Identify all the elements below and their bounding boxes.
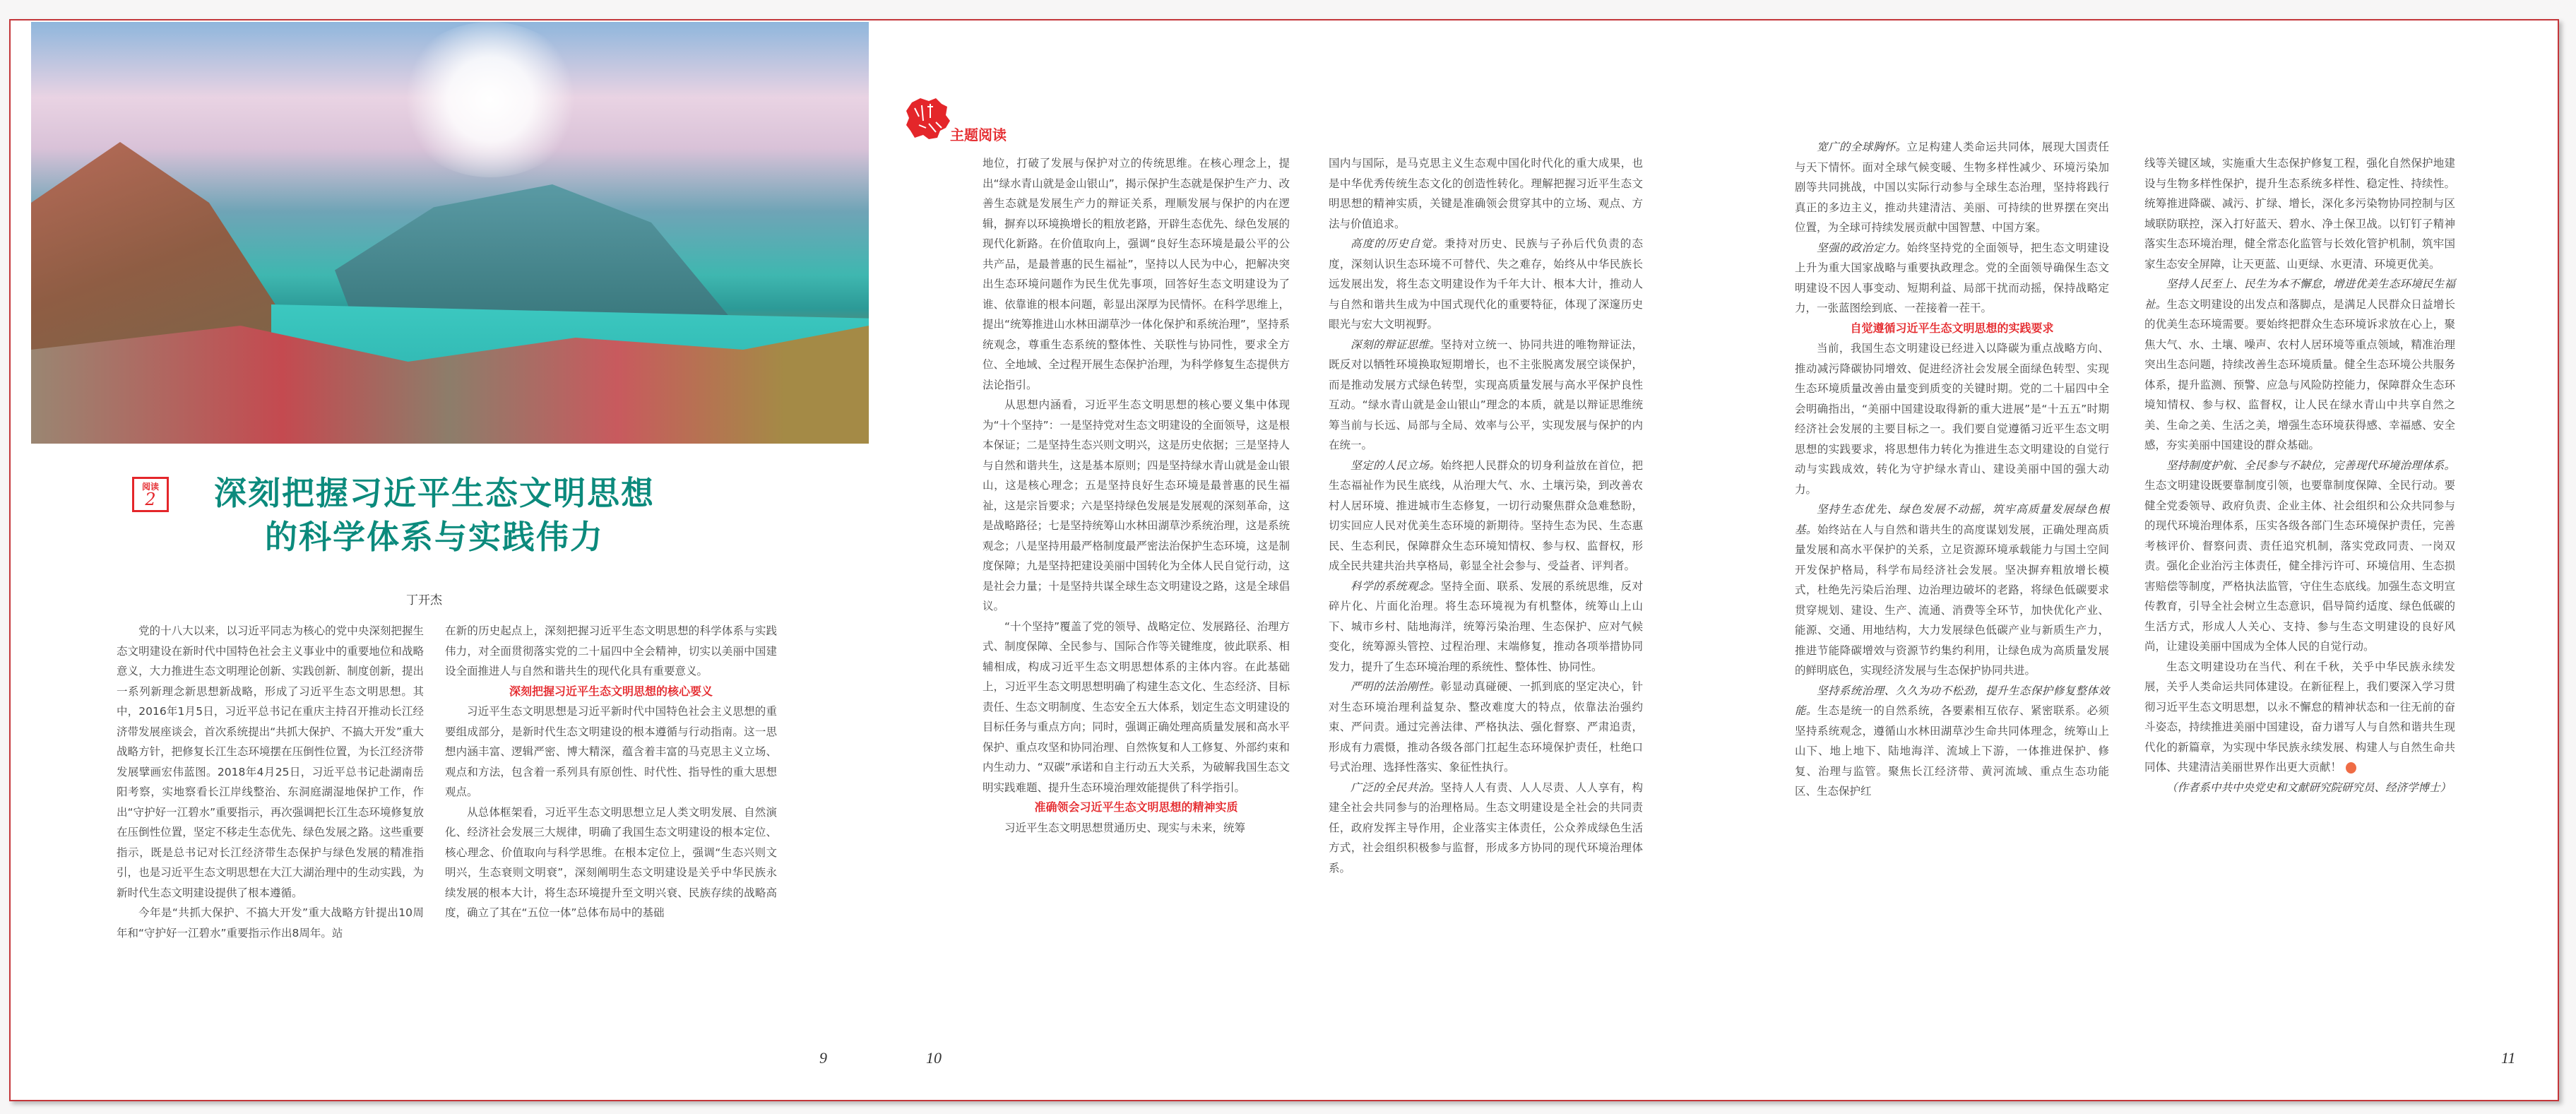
article-title-line1: 深刻把握习近平生态文明思想 (214, 474, 655, 512)
page9-column-2 (445, 621, 777, 923)
xinxiang-review-logo-icon (905, 97, 951, 141)
paragraph: 今年是“共抓大保护、不搞大开发”重大战略方针提出10周年和“守护好一江碧水”重要指示作出8周年。站 (117, 906, 424, 940)
paragraph: 从思想内涵看，习近平生态文明思想的核心要义集中体现为“十个坚持”：一是坚持党对生态文明建设的全面领导，这是根本保证；二是坚持生态兴则文明兴，这是历史依据；三是坚持人与自然和谐共生，这是基本原则；四是坚持绿水青山就是金山银山，这是核心理念；五是坚持良好生态环境是最普惠的民生福祉，这是宗旨要求；六是坚持绿色发展是发展观的深刻革命，这是战略路径；七是坚持统筹山水林田湖草沙系统治理，这是系统观念；八是坚持用最严格制度最严密法治保护生态环境，这是制度保障；九是坚持把建设美丽中国转化为全体人民自觉行动，这是社会力量；十是坚持共谋全球生态文明建设之路，这是全球倡议。 (983, 398, 1290, 612)
paragraph: 从总体框架看，习近平生态文明思想立足人类文明发展、自然演化、经济社会发展三大规律，明确了我国生态文明建设的根本定位、核心理念、价值取向与科学思维。在根本定位上，强调“生态兴则文明兴，生态衰则文明衰”，深刻阐明生态文明建设是关乎中华民族永续发展的根本大计，将生态环境提升至文明兴衰、民族存续的战略高度，确立了其在“五位一体”总体布局中的基础 (445, 805, 777, 919)
paragraph: 坚持制度护航、全民参与不缺位，完善现代环境治理体系。生态文明建设既要靠制度引领，也要靠制度保障、全民行动。要健全党委领导、政府负责、企业主体、社会组织和公众共同参与的现代环境治理体系，压实各级各部门生态环境保护责任，完善考核评价、督察问责、责任追究机制，落实党政同责、一岗双责。强化企业治污主体责任，健全排污许可、环境信用、生态损害赔偿等制度，严格执法监管，守住生态底线。加强生态文明宣传教育，引导全社会树立生态意识，倡导简约适度、绿色低碳的生活方式，形成人人关心、支持、参与生态文明建设的良好风尚，让建设美丽中国成为全体人民的自觉行动。 (2144, 458, 2455, 653)
paragraph: 线等关键区域，实施重大生态保护修复工程，强化自然保护地建设与生物多样性保护，提升生态系统多样性、稳定性、持续性。统筹推进降碳、减污、扩绿、增长，深化多污染物协同控制与区域联防联控，深入打好蓝天、碧水、净土保卫战。以钉钉子精神落实生态环境治理，健全常态化监管与长效化管护机制，筑牢国家生态安全屏障，让天更蓝、山更绿、水更清、环境更优美。 (2144, 157, 2455, 271)
paragraph-keyword: 坚强的政治定力。 (1817, 241, 1907, 254)
page-11 (1724, 20, 2558, 1100)
page-number-9: 9 (819, 1049, 827, 1067)
page11-column-1 (1795, 137, 2109, 802)
paragraph: 严明的法治刚性。彰显动真碰硬、一抓到底的坚定决心，针对生态环境治理利益复杂、整改难度大的特点，依靠法治强约束、严问责。通过完善法律、严格执法、强化督察、严肃追责，形成有力震慑，推动各级各部门扛起生态环境保护责任，杜绝口号式治理、选择性落实、象征性执行。 (1329, 680, 1643, 774)
paragraph: 党的十八大以来，以习近平同志为核心的党中央深刻把握生态文明建设在新时代中国特色社会主义事业中的重要地位和战略意义，大力推进生态文明理论创新、实践创新、制度创新，提出一系列新理念新思想新战略，形成了习近平生态文明思想。其中，2016年1月5日，习近平总书记在重庆主持召开推动长江经济带发展座谈会，首次系统提出“共抓大保护、不搞大开发”重大战略方针，把修复长江生态环境摆在压倒性位置，为长江经济带发展擘画宏伟蓝图。2018年4月25日，习近平总书记赴湖南岳阳考察，实地察看长江岸线整治、东洞庭湖湿地保护工作，作出“守护好一江碧水”重要指示，再次强调把长江生态环境修复放在压倒性位置，坚定不移走生态优先、绿色发展之路。这些重要指示，既是总书记对长江经济带生态保护与绿色发展的精准指引，也是习近平生态文明思想在大江大湖治理中的生动实践，为新时代生态文明建设提供了根本遵循。 (117, 624, 424, 899)
page-10 (869, 20, 1724, 1100)
author-name: 丁开杰 (406, 593, 442, 608)
paragraph-keyword: 科学的系统观念。 (1351, 579, 1441, 593)
paragraph-keyword: 严明的法治刚性。 (1351, 680, 1441, 693)
paragraph: 地位，打破了发展与保护对立的传统思维。在核心理念上，提出“绿水青山就是金山银山”，揭示保护生态就是保护生产力、改善生态就是发展生产力的辩证关系，理顺发展与保护的内在逻辑，摒弃以环境换增长的粗放老路，开辟生态优先、绿色发展的现代化新路。在价值取向上，强调“良好生态环境是最公平的公共产品，是最普惠的民生福祉”，坚持以人民为中心，把解决突出生态环境问题作为民生优先事项，回答好生态文明建设为了谁、依靠谁的根本问题，彰显出深厚为民情怀。在科学思维上，提出“统筹推进山水林田湖草沙一体化保护和系统治理”，坚持系统观念，尊重生态系统的整体性、关联性与协同性，要求全方位、全地域、全过程开展生态保护治理，为科学修复生态提供方法论指引。 (983, 157, 1290, 391)
paragraph-keyword: 广泛的全民共治。 (1351, 781, 1441, 794)
paragraph: 深刻的辩证思维。坚持对立统一、协同共进的唯物辩证法，既反对以牺牲环境换取短期增长，也不主张脱离发展空谈保护，而是推动发展方式绿色转型，实现高质量发展与高水平保护良性互动。“绿水青山就是金山银山”理念的本质，就是以辩证思维统筹当前与长远、局部与全局、效率与公平，实现发展与保护的内在统一。 (1329, 338, 1643, 451)
paragraph-keyword: 深刻的辩证思维。 (1351, 338, 1441, 351)
paragraph-keyword: 坚持制度护航、全民参与不缺位，完善现代环境治理体系。 (2166, 458, 2455, 472)
sun-glare (398, 22, 582, 177)
page-number-11: 11 (2501, 1049, 2516, 1067)
paragraph-keyword: 坚定的人民立场。 (1351, 458, 1441, 472)
paragraph-keyword: 高度的历史自觉。 (1351, 237, 1444, 250)
page11-column-2 (2144, 153, 2455, 798)
paragraph: 坚持人民至上、民生为本不懈怠，增进优美生态环境民生福祉。生态文明建设的出发点和落脚点，是满足人民群众日益增长的优美生态环境需要。要始终把群众生态环境诉求放在心上，聚焦大气、水、土壤、噪声、农村人居环境等重点领域，精准治理突出生态问题，持续改善生态环境质量。健全生态环境公共服务体系，提升监测、预警、应急与风险防控能力，保障群众生态环境知情权、参与权、监督权，让人民在绿水青山中共享自然之美、生命之美、生活之美，增强生态环境获得感、幸福感、安全感，夯实美丽中国建设的群众基础。 (2144, 278, 2455, 451)
author-note: （作者系中共中央党史和文献研究院研究员、经济学博士） (2166, 781, 2452, 794)
paragraph: 坚强的政治定力。始终坚持党的全面领导，把生态文明建设上升为重大国家战略与重要执政理念。党的全面领导确保生态文明建设不因人事变动、短期利益、局部干扰而动摇，保持战略定力，一张蓝图绘到底、一茬接着一茬干。 (1795, 241, 2109, 314)
section-heading-spiritual-essence: 准确领会习近平生态文明思想的精神实质 (1034, 800, 1238, 814)
page-number-10: 10 (926, 1049, 942, 1067)
magazine-spread (9, 19, 2559, 1101)
badge-label: 阅读 (141, 481, 159, 492)
page-9 (11, 20, 869, 1100)
paragraph: 高度的历史自觉。秉持对历史、民族与子孙后代负责的态度，深刻认识生态环境不可替代、失之难存，始终从中华民族长远发展出发，将生态文明建设作为千年大计、根本大计，推动人与自然和谐共生成为中国式现代化的重要特征，体现了深邃历史眼光与宏大文明视野。 (1329, 237, 1643, 331)
page9-column-1 (117, 621, 424, 943)
paragraph-keyword: 坚持人民至上、民生为本不懈怠，增进优美生态环境民生福祉。 (2144, 278, 2455, 311)
paragraph: 科学的系统观念。坚持全面、联系、发展的系统思维，反对碎片化、片面化治理。将生态环境视为有机整体，统筹山上山下、城市乡村、陆地海洋，统筹污染治理、生态保护、应对气候变化，统筹源头管控、过程治理、末端修复，推动各项举措协同发力，提升了生态环境治理的系统性、整体性、协同性。 (1329, 579, 1643, 673)
paragraph-keyword: 宽广的全球胸怀。 (1817, 141, 1907, 153)
page10-column-2 (1329, 153, 1643, 878)
yangtze-gorge-photo (31, 22, 869, 444)
paragraph: 在新的历史起点上，深刻把握习近平生态文明思想的科学体系与实践伟力，对全面贯彻落实党的二十届四中全会精神，切实以美丽中国建设全面推进人与自然和谐共生的现代化具有重要意义。 (445, 624, 777, 677)
section-label: 主题阅读 (950, 126, 1007, 143)
paragraph: 坚定的人民立场。始终把人民群众的切身利益放在首位，把生态福祉作为民生底线，从治理大气、水、土壤污染，到改善农村人居环境、推进城市生态修复，一切行动聚焦群众急难愁盼，切实回应人民对优美生态环境的新期待。坚持生态为民、生态惠民、生态利民，保障群众生态环境知情权、参与权、监督权，形成全民共建共治共享格局，彰显全社会参与、受益者、评判者。 (1329, 458, 1643, 572)
paragraph: 宽广的全球胸怀。立足构建人类命运共同体，展现大国责任与天下情怀。面对全球气候变暖、生物多样性减少、环境污染加剧等共同挑战，中国以实际行动参与全球生态治理，坚持将践行真正的多边主义，推动共建清洁、美丽、可持续的世界摆在突出位置，为全球可持续发展贡献中国智慧、中国方案。 (1795, 141, 2109, 234)
paragraph: 广泛的全民共治。坚持人人有责、人人尽责、人人享有，构建全社会共同参与的治理格局。生态文明建设是全社会的共同责任，政府发挥主导作用，企业落实主体责任，公众养成绿色生活方式，社会组织积极参与监督，形成多方协同的现代环境治理体系。 (1329, 781, 1643, 875)
paragraph-keyword: 坚持生态优先、绿色发展不动摇，筑牢高质量发展绿色根基。 (1795, 503, 2109, 536)
article-end-mark-icon (2346, 762, 2356, 774)
page10-column-1 (983, 153, 1290, 838)
article-title-line2: 的科学体系与实践伟力 (265, 518, 604, 556)
paragraph: 习近平生态文明思想是习近平新时代中国特色社会主义思想的重要组成部分，是新时代生态文明建设的根本遵循与行动指南。这一思想内涵丰富、逻辑严密、博大精深，蕴含着丰富的马克思主义立场、观点和方法，包含着一系列具有原创性、时代性、指导性的重大思想观点。 (445, 705, 777, 798)
paragraph: “十个坚持”覆盖了党的领导、战略定位、发展路径、治理方式、制度保障、全民参与、国际合作等关键维度，彼此联系、相辅相成，构成习近平生态文明思想体系的主体内容。在此基础上，习近平生态文明思想明确了构建生态文化、生态经济、目标责任、生态文明制度、生态安全五大体系，划定生态文明建设的目标任务与重点方向；同时，强调正确处理高质量发展和高水平保护、重点攻坚和协同治理、自然恢复和人工修复、外部约束和内生动力、“双碳”承诺和自主行动五大关系，为破解我国生态文明实践难题、提升生态环境治理效能提供了科学指引。 (983, 620, 1290, 794)
article-title-block (124, 471, 745, 559)
section-heading-practice-requirements: 自觉遵循习近平生态文明思想的实践要求 (1850, 321, 2054, 335)
paragraph: 生态文明建设功在当代、利在千秋，关乎中华民族永续发展，关乎人类命运共同体建设。在新征程上，我们要深入学习贯彻习近平生态文明思想，以永不懈怠的精神状态和一往无前的奋斗姿态，持续推进美丽中国建设，奋力谱写人与自然和谐共生现代化的新篇章，为实现中华民族永续发展、构建人与自然生命共同体、共建清洁美丽世界作出更大贡献！ (2144, 660, 2455, 774)
paragraph: 习近平生态文明思想贯通历史、现实与未来，统筹 (1004, 821, 1246, 834)
badge-number: 2 (145, 489, 156, 509)
paragraph: 国内与国际，是马克思主义生态观中国化时代化的重大成果，也是中华优秀传统生态文化的创造性转化。理解把握习近平生态文明思想的精神实质，关键是准确领会贯穿其中的立场、观点、方法与价值追求。 (1329, 157, 1643, 230)
paragraph: 当前，我国生态文明建设已经进入以降碳为重点战略方向、推动减污降碳协同增效、促进经济社会发展全面绿色转型、实现生态环境质量改善由量变到质变的关键时期。党的二十届四中全会明确指出，“美丽中国建设取得新的重大进展”是“十五五”时期经济社会发展的主要目标之一。我们要自觉遵循习近平生态文明思想的实践要求，将思想伟力转化为推进生态文明建设的自觉行动与实践成效，转化为守护绿水青山、建设美丽中国的强大动力。 (1795, 342, 2109, 496)
paragraph: 坚持系统治理、久久为功不松劲，提升生态保护修复整体效能。生态是统一的自然系统，各要素相互依存、紧密联系。必须坚持系统观念，遵循山水林田湖草沙生命共同体理念，统筹山上山下、地上地下、陆地海洋、流域上下游，一体推进保护、修复、治理与监管。聚焦长江经济带、黄河流域、重点生态功能区、生态保护红 (1795, 684, 2109, 798)
section-heading-core-essence: 深刻把握习近平生态文明思想的核心要义 (509, 684, 713, 698)
paragraph: 坚持生态优先、绿色发展不动摇，筑牢高质量发展绿色根基。始终站在人与自然和谐共生的高度谋划发展，正确处理高质量发展和高水平保护的关系，立足资源环境承载能力与国土空间开发保护格局，科学布局经济社会发展。坚决摒弃粗放增长模式，杜绝先污染后治理、边治理边破坏的老路，将绿色低碳要求贯穿规划、建设、生产、流通、消费等全环节，加快优化产业、能源、交通、用地结构，大力发展绿色低碳产业与新质生产力，推进节能降碳增效与资源节约集约利用，让绿色成为高质量发展的鲜明底色，实现经济发展与生态保护协同共进。 (1795, 503, 2109, 677)
paragraph-keyword: 坚持系统治理、久久为功不松劲，提升生态保护修复整体效能。 (1795, 684, 2109, 717)
reading-badge (132, 477, 169, 512)
